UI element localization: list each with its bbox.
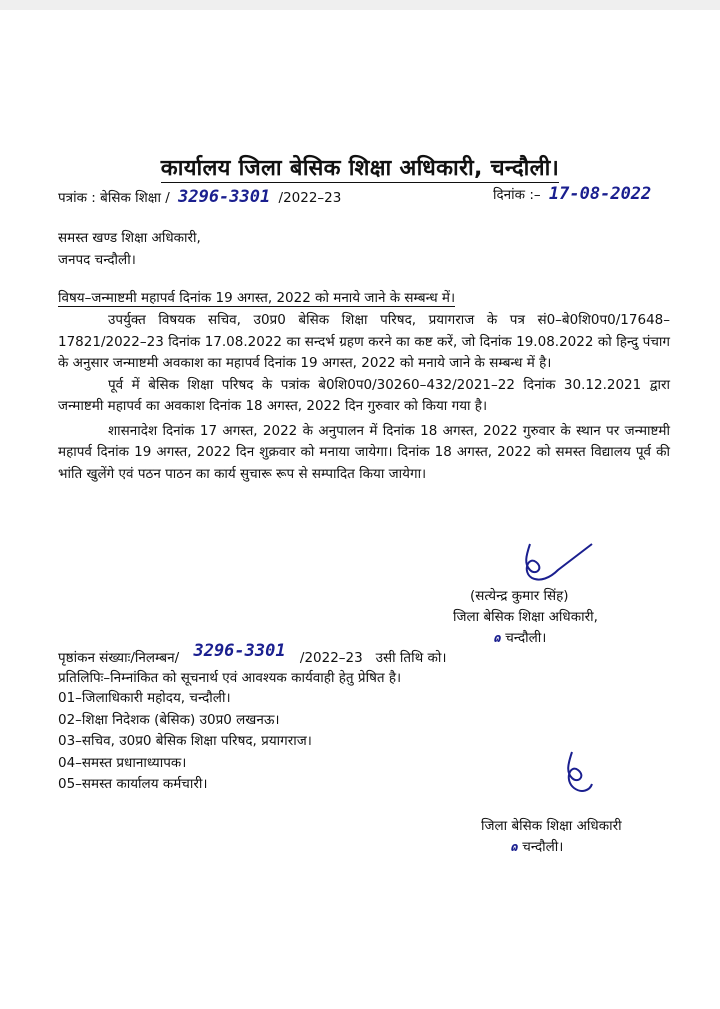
endorsement-suffix: /2022–23 उसी तिथि को।	[299, 650, 447, 666]
endorsement-number-handwritten: 3296-3301	[193, 641, 286, 661]
signatory-place: चन्दौली।	[505, 630, 547, 646]
copy-item: 01–जिलाधिकारी महोदय, चन्दौली।	[58, 690, 231, 706]
reference-label: पत्रांक : बेसिक शिक्षा /	[58, 190, 170, 206]
recipient-line-1: समस्त खण्ड शिक्षा अधिकारी,	[58, 230, 201, 246]
endorsement-line	[58, 641, 447, 668]
paragraph-2: पूर्व में बेसिक शिक्षा परिषद के पत्रांक बे0शि0प0/30260–432/2021–22 दिनांक 30.12.2021 द्वारा जन्माष्टमी महापर्व का अवकाश दिनांक 18 अगस्त, 2022 दिन गुरुवार को किया गया है।	[58, 376, 670, 414]
recipient-line-2: जनपद चन्दौली।	[58, 252, 136, 268]
initials-mark: ɷ	[494, 631, 502, 645]
date-line	[493, 184, 651, 205]
signature-scribble-2	[552, 748, 602, 804]
reference-line	[58, 187, 341, 208]
endorsement-label: पृष्ठांकन संख्याः/निलम्बन/	[58, 650, 180, 666]
paragraph-1: उपर्युक्त विषयक सचिव, उ0प्र0 बेसिक शिक्षा परिषद, प्रयागराज के पत्र सं0–बे0शि0प0/17648–17821/2022–23 दिनांक 17.08.2022 का सन्दर्भ ग्रहण करने का कष्ट करें, जो दिनांक 19.08.2022 को हिन्दु पंचाग के अनुसार जन्माष्टमी अवकाश का महापर्व दिनांक 19 अगस्त, 2022 को मनाये जाने के सम्बन्ध में है।	[58, 312, 670, 371]
signatory-designation: जिला बेसिक शिक्षा अधिकारी,	[453, 609, 598, 625]
copy-item: 02–शिक्षा निदेशक (बेसिक) उ0प्र0 लखनऊ।	[58, 711, 280, 728]
letter-page	[0, 10, 720, 1009]
date-handwritten: 17-08-2022	[548, 184, 652, 204]
office-title	[0, 152, 720, 182]
date-label: दिनांक :–	[493, 187, 541, 203]
copy-item: 05–समस्त कार्यालय कर्मचारी।	[58, 776, 208, 792]
signatory-2-designation: जिला बेसिक शिक्षा अधिकारी	[481, 818, 622, 834]
initials-mark-2: ɷ	[511, 840, 519, 854]
subject-line	[58, 288, 455, 308]
copy-item: 03–सचिव, उ0प्र0 बेसिक शिक्षा परिषद, प्रयागराज।	[58, 733, 312, 749]
reference-suffix: /2022–23	[278, 190, 342, 206]
signatory-2-place: चन्दौली।	[522, 839, 564, 855]
subject-text: विषय–जन्माष्टमी महापर्व दिनांक 19 अगस्त, 2022 को मनाये जाने के सम्बन्ध में।	[58, 290, 456, 306]
copy-line: प्रतिलिपिः–निम्नांकित को सूचनार्थ एवं आवश्यक कार्यवाही हेतु प्रेषित है।	[58, 670, 402, 686]
body-text	[58, 310, 670, 485]
paragraph-3: शासनादेश दिनांक 17 अगस्त, 2022 के अनुपालन में दिनांक 18 अगस्त, 2022 गुरुवार के स्थान पर जन्माष्टमी महापर्व दिनांक 19 अगस्त, 2022 दिन शुक्रवार को मनाया जायेगा। दिनांक 18 अगस्त, 2022 को समस्त विद्यालय पूर्व की भांति खुलेंगे एवं पठन पाठन का कार्य सुचारू रूप से सम्पादित किया जायेगा।	[58, 422, 670, 482]
copy-item: 04–समस्त प्रधानाध्यापक।	[58, 754, 187, 771]
signatory-2-place-line	[511, 837, 563, 857]
copy-list	[58, 688, 312, 796]
signatory-place-line	[494, 628, 546, 648]
office-title-text: कार्यालय जिला बेसिक शिक्षा अधिकारी, चन्दौली।	[160, 156, 560, 181]
signatory-name: (सत्येन्द्र कुमार सिंह)	[470, 588, 569, 604]
signature-scribble-1	[500, 538, 600, 590]
reference-number-handwritten: 3296-3301	[178, 187, 271, 207]
